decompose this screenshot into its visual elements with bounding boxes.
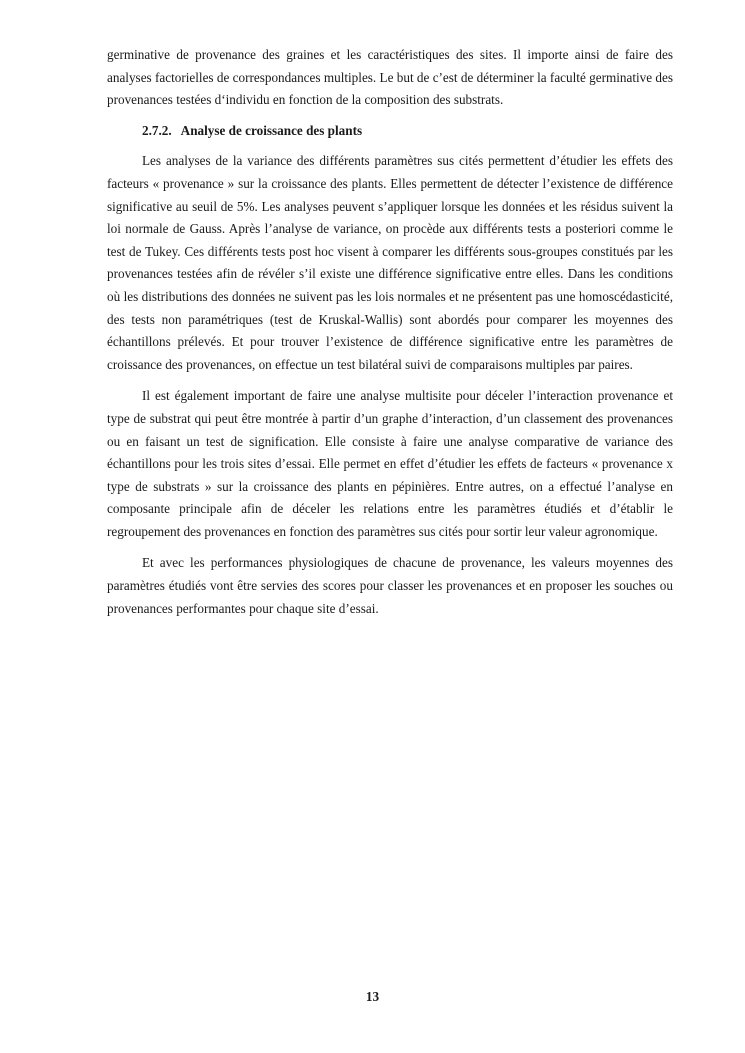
page-number: 13 (365, 989, 380, 1004)
paragraph-anova: Les analyses de la variance des différents paramètres sus cités permettent d’étudier les effets des facteurs « provenance » sur la croissance des plants. Elles permettent de détecter l’existence de différence significative au seuil de 5%. Les analyses peuvent s’appliquer lorsque les données et les résidus suivent la loi normale de Gauss. Après l’analyse de variance, on procède aux différents tests a posteriori comme le test de Tukey. Ces différents tests post hoc visent à comparer les différents sous-groupes constitués par les provenances testées afin de révéler s’il existe une différence significative entre elles. Dans les conditions où les distributions des données ne suivent pas les lois normales et ne présentent pas une homoscédasticité, des tests non paramétriques (test de Kruskal-Wallis) sont abordés pour comparer les moyennes des échantillons prélevés. Et pour trouver l’existence de différence significative entre les paramètres de croissance des provenances, on effectue un test bilatéral suivi de comparaisons multiples par paires. (107, 153, 673, 372)
paragraph-performance: Et avec les performances physiologiques de chacune de provenance, les valeurs moyennes des paramètres étudiés vont être servies des scores pour classer les provenances et en proposer les souches ou provenances performantes pour chaque site d’essai. (107, 555, 673, 616)
paragraph-multisite: Il est également important de faire une analyse multisite pour déceler l’interaction provenance et type de substrat qui peut être montrée à partir d’un graphe d’interaction, d’un classement des provenances ou en faisant un test de signification. Elle consiste à faire une analyse comparative de variance des échantillons pour les trois sites d’essai. Elle permet en effet d’étudier les effets de facteurs « provenance x type de substrats » sur la croissance des plants en pépinières. Entre autres, on a effectué l’analyse en composante principale afin de déceler les relations entre les paramètres étudiés et d’établir le regroupement des provenances en fonction des paramètres sus cités pour sortir leur valeur agronomique. (107, 388, 673, 539)
section-title: Analyse de croissance des plants (180, 122, 363, 138)
section-heading (142, 120, 673, 143)
page-content (107, 44, 673, 620)
intro-paragraph: germinative de provenance des graines et les caractéristiques des sites. Il importe ainsi de faire des analyses factorielles de correspondances multiples. Le but de c’est de déterminer la faculté germinative des provenances testées d‘individu en fonction de la composition des substrats. (107, 47, 673, 108)
section-number: 2.7.2. (142, 122, 172, 138)
